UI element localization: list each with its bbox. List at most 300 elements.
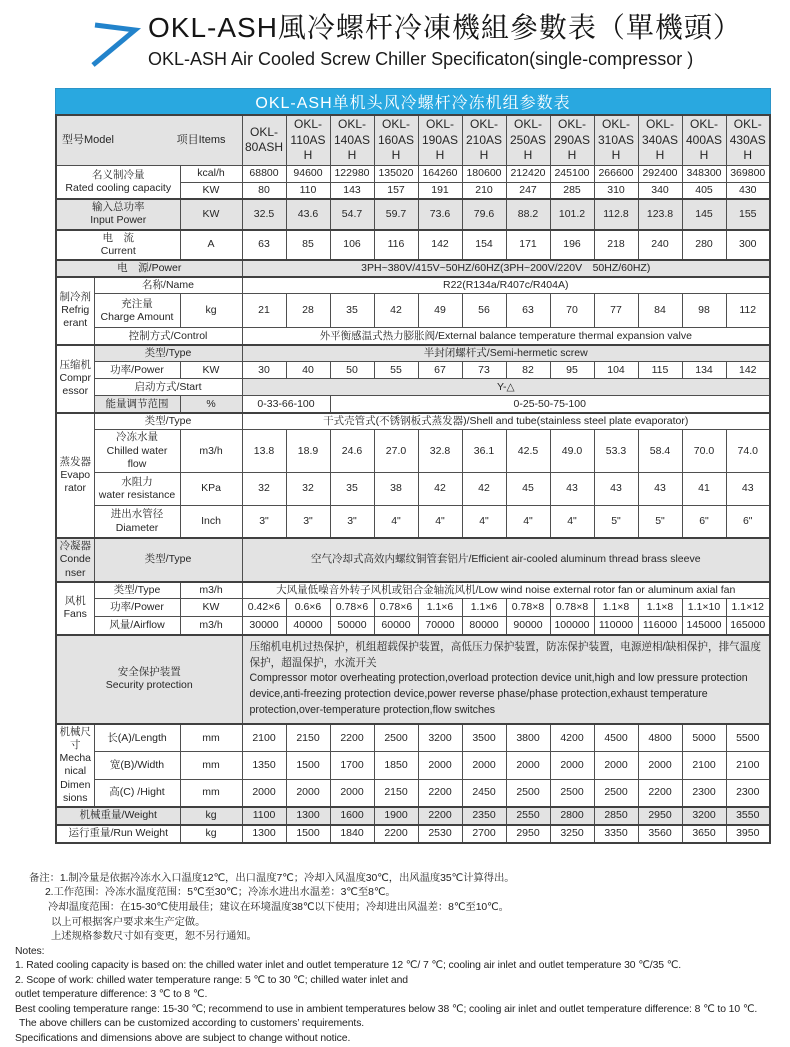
unit-cell: A <box>180 230 242 260</box>
model-header-cell: OKL- 430ASH <box>726 115 770 165</box>
row-label-cell: 电 源/Power <box>56 260 242 277</box>
value-cell: 73.6 <box>418 199 462 229</box>
value-cell: 157 <box>374 182 418 199</box>
row-label-cell: 宽(B)/Width <box>94 752 180 780</box>
value-cell: 59.7 <box>374 199 418 229</box>
value-cell: 干式壳管式(不锈钢板式蒸发器)/Shell and tube(stainless steel plate evaporator) <box>242 413 770 430</box>
value-cell: 2800 <box>550 807 594 825</box>
value-cell: 56 <box>462 294 506 328</box>
note-line: Notes: <box>15 945 45 957</box>
value-cell: 2000 <box>594 752 638 780</box>
table-row <box>56 379 770 396</box>
value-cell: 36.1 <box>462 430 506 472</box>
value-cell: 2500 <box>506 779 550 807</box>
value-cell: 142 <box>726 362 770 379</box>
value-cell: 340 <box>638 182 682 199</box>
value-cell: 70000 <box>418 617 462 635</box>
page-subtitle: OKL-ASH Air Cooled Screw Chiller Specificaton(single-compressor ) <box>148 49 694 69</box>
value-cell: 2550 <box>506 807 550 825</box>
unit-cell: kg <box>180 807 242 825</box>
row-label-cell: 运行重量/Run Weight <box>56 825 180 843</box>
value-cell: 4200 <box>550 724 594 752</box>
value-cell: 134 <box>682 362 726 379</box>
table-row <box>56 396 770 413</box>
value-cell: 40 <box>286 362 330 379</box>
table-row <box>56 825 770 843</box>
unit-cell: mm <box>180 752 242 780</box>
corner-items-label: 项目Items <box>176 133 226 146</box>
value-cell: 50 <box>330 362 374 379</box>
row-label-cell: 蒸发器 Evaporator <box>56 413 94 538</box>
value-cell: 80 <box>242 182 286 199</box>
value-cell: 27.0 <box>374 430 418 472</box>
value-cell: 2450 <box>462 779 506 807</box>
value-cell: 3250 <box>550 825 594 843</box>
value-cell: 35 <box>330 294 374 328</box>
row-label-cell: 功率/Power <box>94 599 180 617</box>
value-cell: 247 <box>506 182 550 199</box>
value-cell: 35 <box>330 472 374 505</box>
value-cell: 115 <box>638 362 682 379</box>
table-row <box>56 807 770 825</box>
table-row <box>56 230 770 260</box>
value-cell: R22(R134a/R407c/R404A) <box>242 277 770 294</box>
unit-cell: KW <box>180 599 242 617</box>
value-cell: 85 <box>286 230 330 260</box>
value-cell: 40000 <box>286 617 330 635</box>
table-row <box>56 345 770 362</box>
value-cell: 1.1×10 <box>682 599 726 617</box>
value-cell: 2000 <box>418 752 462 780</box>
value-cell: 1840 <box>330 825 374 843</box>
model-header-cell: OKL- 290ASH <box>550 115 594 165</box>
value-cell: 110 <box>286 182 330 199</box>
unit-cell: kcal/h <box>180 165 242 182</box>
title-block <box>148 6 742 70</box>
value-cell: 245100 <box>550 165 594 182</box>
model-header-cell: OKL- 310ASH <box>594 115 638 165</box>
value-cell: 2530 <box>418 825 462 843</box>
value-cell: 165000 <box>726 617 770 635</box>
value-cell: 空气冷却式高效内螺纹铜管套铝片/Efficient air-cooled aluminum thread brass sleeve <box>242 538 770 581</box>
value-cell: 90000 <box>506 617 550 635</box>
notes-section <box>15 872 790 1047</box>
value-cell: 32.5 <box>242 199 286 229</box>
value-cell: 3950 <box>726 825 770 843</box>
value-cell: 4" <box>374 505 418 538</box>
value-cell: 3PH~380V/415V~50HZ/60HZ(3PH~200V/220V 50HZ/60HZ) <box>242 260 770 277</box>
row-label-cell: 机械重量/Weight <box>56 807 180 825</box>
note-line: 1. Rated cooling capacity is based on: the chilled water inlet and outlet temperature 12 ℃/ 7 ℃; cooling air inlet and outlet temperature 30 ℃/35 ℃. <box>15 960 682 972</box>
value-cell: 4" <box>418 505 462 538</box>
table-row <box>56 362 770 379</box>
value-cell: 70.0 <box>682 430 726 472</box>
value-cell: 55 <box>374 362 418 379</box>
row-label-cell: 控制方式/Control <box>94 328 242 345</box>
value-cell: 2000 <box>550 752 594 780</box>
value-cell: 98 <box>682 294 726 328</box>
note-line: 冷却温度范围：在15-30℃使用最佳；建议在环境温度38℃以下使用；冷却进出风温差：8℃至10℃。 <box>48 901 509 913</box>
value-cell: 5" <box>594 505 638 538</box>
value-cell: 32.8 <box>418 430 462 472</box>
value-cell: 2000 <box>462 752 506 780</box>
unit-cell: mm <box>180 724 242 752</box>
value-cell: 32 <box>286 472 330 505</box>
table-row <box>56 260 770 277</box>
corner-model-label: 型号Model <box>62 133 114 146</box>
value-cell: 84 <box>638 294 682 328</box>
row-label-cell: 水阻力 water resistance <box>94 472 180 505</box>
value-cell: 1900 <box>374 807 418 825</box>
value-cell: 145 <box>682 199 726 229</box>
value-cell: 2100 <box>242 724 286 752</box>
table-row <box>56 199 770 229</box>
row-label-cell: 类型/Type <box>94 413 242 430</box>
value-cell: 0.78×6 <box>374 599 418 617</box>
row-label-cell: 长(A)/Length <box>94 724 180 752</box>
value-cell: 2150 <box>374 779 418 807</box>
value-cell: 1500 <box>286 752 330 780</box>
note-line: 以上可根据客户要求来生产定做。 <box>51 916 206 928</box>
note-line: outlet temperature difference: 3 ℃ to 8 ℃. <box>15 989 208 1001</box>
value-cell: 112.8 <box>594 199 638 229</box>
table-row <box>56 779 770 807</box>
row-label-cell: 压缩机 Compressor <box>56 345 94 413</box>
value-cell: 196 <box>550 230 594 260</box>
model-header-cell: OKL- 80ASH <box>242 115 286 165</box>
value-cell: 2200 <box>330 724 374 752</box>
value-cell: 1850 <box>374 752 418 780</box>
value-cell: 266600 <box>594 165 638 182</box>
value-cell: 88.2 <box>506 199 550 229</box>
value-cell: 106 <box>330 230 374 260</box>
row-label-cell: 冷冻水量 Chilled water flow <box>94 430 180 472</box>
value-cell: 2950 <box>506 825 550 843</box>
value-cell: 74.0 <box>726 430 770 472</box>
value-cell: 63 <box>242 230 286 260</box>
unit-cell: % <box>180 396 242 413</box>
value-cell: 5500 <box>726 724 770 752</box>
value-cell: 95 <box>550 362 594 379</box>
row-label-cell: 风量/Airflow <box>94 617 180 635</box>
value-cell: 210 <box>462 182 506 199</box>
row-label-cell: 冷凝器 Condenser <box>56 538 94 581</box>
value-cell: 49 <box>418 294 462 328</box>
table-row <box>56 724 770 752</box>
unit-cell: KW <box>180 182 242 199</box>
row-label-cell: 名义制冷量 Rated cooling capacity <box>56 165 180 199</box>
value-cell: 42 <box>462 472 506 505</box>
value-cell: 1.1×12 <box>726 599 770 617</box>
table-row <box>56 165 770 182</box>
value-cell: 369800 <box>726 165 770 182</box>
value-cell: 41 <box>682 472 726 505</box>
value-cell: 43 <box>726 472 770 505</box>
value-cell: 42 <box>374 294 418 328</box>
value-cell: 3500 <box>462 724 506 752</box>
value-cell: 2200 <box>418 807 462 825</box>
model-header-cell: OKL- 190ASH <box>418 115 462 165</box>
table-row <box>56 752 770 780</box>
value-cell: 405 <box>682 182 726 199</box>
value-cell: 50000 <box>330 617 374 635</box>
value-cell: 38 <box>374 472 418 505</box>
row-label-cell: 类型/Type <box>94 582 180 599</box>
value-cell: 1100 <box>242 807 286 825</box>
row-label-cell: 安全保护装置 Security protection <box>56 635 242 724</box>
unit-cell: kg <box>180 825 242 843</box>
value-cell: 43 <box>638 472 682 505</box>
value-cell: 4" <box>506 505 550 538</box>
value-cell: 2100 <box>682 752 726 780</box>
row-label-cell: 制冷剂 Refrigerant <box>56 277 94 345</box>
spec-sheet <box>15 88 771 1047</box>
value-cell: 70 <box>550 294 594 328</box>
spec-table <box>55 114 771 844</box>
row-label-cell: 功率/Power <box>94 362 180 379</box>
value-cell: 2000 <box>242 779 286 807</box>
unit-cell: m3/h <box>180 430 242 472</box>
value-cell: 49.0 <box>550 430 594 472</box>
unit-cell: KPa <box>180 472 242 505</box>
table-title-bar: OKL-ASH单机头风冷螺杆冷冻机组参数表 <box>55 88 771 114</box>
value-cell: 68800 <box>242 165 286 182</box>
value-cell: 45 <box>506 472 550 505</box>
value-cell: 半封闭螺杆式/Semi-hermetic screw <box>242 345 770 362</box>
value-cell: 300 <box>726 230 770 260</box>
value-cell: 32 <box>242 472 286 505</box>
value-cell: 0.78×8 <box>550 599 594 617</box>
value-cell: 94600 <box>286 165 330 182</box>
note-line: 2. Scope of work: chilled water temperature range: 5 ℃ to 30 ℃; chilled water inlet and <box>15 974 408 986</box>
value-cell: 30000 <box>242 617 286 635</box>
model-header-cell: OKL- 160ASH <box>374 115 418 165</box>
model-header-cell: OKL- 110ASH <box>286 115 330 165</box>
table-row <box>56 472 770 505</box>
value-cell: 100000 <box>550 617 594 635</box>
up-right-arrow-icon <box>90 12 142 68</box>
corner-cell <box>56 115 242 165</box>
value-cell: 164260 <box>418 165 462 182</box>
value-cell: 53.3 <box>594 430 638 472</box>
value-cell: 2150 <box>286 724 330 752</box>
value-cell: 1.1×6 <box>462 599 506 617</box>
value-cell: 54.7 <box>330 199 374 229</box>
value-cell: 2500 <box>374 724 418 752</box>
value-cell: 42.5 <box>506 430 550 472</box>
value-cell: 101.2 <box>550 199 594 229</box>
table-row <box>56 635 770 724</box>
value-cell: 1700 <box>330 752 374 780</box>
row-label-cell: 高(C) /Hight <box>94 779 180 807</box>
value-cell: 73 <box>462 362 506 379</box>
note-line: 上述规格参数尺寸如有变更，恕不另行通知。 <box>51 931 257 943</box>
value-cell: 212420 <box>506 165 550 182</box>
value-cell: 0.42×6 <box>242 599 286 617</box>
table-row <box>56 328 770 345</box>
value-cell: 77 <box>594 294 638 328</box>
row-label-cell: 类型/Type <box>94 538 242 581</box>
value-cell: 2350 <box>462 807 506 825</box>
value-cell: 大风量低噪音外转子风机或铝合金轴流风机/Low wind noise external rotor fan or aluminum axial fan <box>242 582 770 599</box>
unit-cell: kg <box>180 294 242 328</box>
brand-header <box>90 6 742 70</box>
unit-cell: m3/h <box>180 582 242 599</box>
value-cell: 60000 <box>374 617 418 635</box>
value-cell: 1.1×8 <box>638 599 682 617</box>
value-cell: 压缩机电机过热保护，机组超载保护装置，高低压力保护装置，防冻保护装置，电源逆相/缺相保护，排气温度保护，超温保护，水流开关 Compressor motor overheating protection,overload protection device unit,high and low pressure protection device,anti-freezing protection device,power reverse phase/phase protection,exhaust temperature protection,over-temperature protection,flow switches <box>242 635 770 724</box>
value-cell: 430 <box>726 182 770 199</box>
value-cell: 122980 <box>330 165 374 182</box>
unit-cell: mm <box>180 779 242 807</box>
value-cell: 116 <box>374 230 418 260</box>
value-cell: 240 <box>638 230 682 260</box>
value-cell: 3650 <box>682 825 726 843</box>
model-header-cell: OKL- 340ASH <box>638 115 682 165</box>
value-cell: 1300 <box>286 807 330 825</box>
table-row <box>56 277 770 294</box>
table-row <box>56 430 770 472</box>
value-cell: 1300 <box>242 825 286 843</box>
row-label-cell: 机械尺寸 Mechanical Dimensions <box>56 724 94 807</box>
value-cell: 6" <box>726 505 770 538</box>
value-cell: 116000 <box>638 617 682 635</box>
value-cell: 24.6 <box>330 430 374 472</box>
value-cell: 3800 <box>506 724 550 752</box>
table-row <box>56 115 770 165</box>
value-cell: 191 <box>418 182 462 199</box>
value-cell: 82 <box>506 362 550 379</box>
unit-cell: m3/h <box>180 617 242 635</box>
value-cell: 3" <box>242 505 286 538</box>
value-cell: 4500 <box>594 724 638 752</box>
value-cell: 145000 <box>682 617 726 635</box>
value-cell: 42 <box>418 472 462 505</box>
value-cell: 143 <box>330 182 374 199</box>
value-cell: 112 <box>726 294 770 328</box>
value-cell: 2300 <box>726 779 770 807</box>
value-cell: 0-25-50-75-100 <box>330 396 770 413</box>
value-cell: 63 <box>506 294 550 328</box>
model-header-cell: OKL- 250ASH <box>506 115 550 165</box>
value-cell: 0.78×8 <box>506 599 550 617</box>
value-cell: 18.9 <box>286 430 330 472</box>
value-cell: 21 <box>242 294 286 328</box>
unit-cell: KW <box>180 199 242 229</box>
value-cell: 218 <box>594 230 638 260</box>
value-cell: 3" <box>330 505 374 538</box>
value-cell: 2200 <box>418 779 462 807</box>
row-label-cell: 电 流 Current <box>56 230 180 260</box>
model-header-cell: OKL- 210ASH <box>462 115 506 165</box>
value-cell: 2000 <box>638 752 682 780</box>
value-cell: 2850 <box>594 807 638 825</box>
value-cell: 43 <box>594 472 638 505</box>
value-cell: 5" <box>638 505 682 538</box>
value-cell: 0.6×6 <box>286 599 330 617</box>
value-cell: 135020 <box>374 165 418 182</box>
model-header-cell: OKL- 400ASH <box>682 115 726 165</box>
value-cell: 1600 <box>330 807 374 825</box>
value-cell: 310 <box>594 182 638 199</box>
value-cell: 104 <box>594 362 638 379</box>
value-cell: Y-△ <box>242 379 770 396</box>
value-cell: 2500 <box>550 779 594 807</box>
value-cell: 2100 <box>726 752 770 780</box>
value-cell: 13.8 <box>242 430 286 472</box>
row-label-cell: 充注量 Charge Amount <box>94 294 180 328</box>
value-cell: 3200 <box>682 807 726 825</box>
table-row <box>56 413 770 430</box>
row-label-cell: 名称/Name <box>94 277 242 294</box>
value-cell: 2300 <box>682 779 726 807</box>
value-cell: 30 <box>242 362 286 379</box>
row-label-cell: 启动方式/Start <box>94 379 242 396</box>
unit-cell: Inch <box>180 505 242 538</box>
value-cell: 3550 <box>726 807 770 825</box>
row-label-cell: 能量调节范围 <box>94 396 180 413</box>
value-cell: 6" <box>682 505 726 538</box>
value-cell: 2000 <box>506 752 550 780</box>
value-cell: 155 <box>726 199 770 229</box>
note-line: The above chillers can be customized according to customers’ requirements. <box>19 1018 365 1030</box>
value-cell: 280 <box>682 230 726 260</box>
value-cell: 285 <box>550 182 594 199</box>
value-cell: 110000 <box>594 617 638 635</box>
value-cell: 4" <box>550 505 594 538</box>
note-line: 2.工作范围：冷冻水温度范围：5℃至30℃；冷冻水进出水温差：3℃至8℃。 <box>45 887 396 899</box>
value-cell: 3560 <box>638 825 682 843</box>
table-row <box>56 599 770 617</box>
value-cell: 1.1×8 <box>594 599 638 617</box>
value-cell: 292400 <box>638 165 682 182</box>
value-cell: 3350 <box>594 825 638 843</box>
table-row <box>56 538 770 581</box>
value-cell: 1500 <box>286 825 330 843</box>
value-cell: 154 <box>462 230 506 260</box>
row-label-cell: 类型/Type <box>94 345 242 362</box>
model-header-cell: OKL- 140ASH <box>330 115 374 165</box>
value-cell: 2000 <box>330 779 374 807</box>
unit-cell: KW <box>180 362 242 379</box>
value-cell: 2950 <box>638 807 682 825</box>
value-cell: 4" <box>462 505 506 538</box>
value-cell: 28 <box>286 294 330 328</box>
value-cell: 43.6 <box>286 199 330 229</box>
value-cell: 2200 <box>374 825 418 843</box>
value-cell: 123.8 <box>638 199 682 229</box>
value-cell: 58.4 <box>638 430 682 472</box>
page-title: OKL-ASH風冷螺杆冷凍機組參數表（單機頭） <box>148 12 742 43</box>
value-cell: 67 <box>418 362 462 379</box>
value-cell: 外平衡感温式热力膨胀阀/External balance temperature thermal expansion valve <box>242 328 770 345</box>
note-line: Best cooling temperature range: 15-30 ℃; recommend to use in ambient temperatures below 38 ℃; cooling air inlet and outlet temperature difference: 8 ℃ to 10 ℃. <box>15 1003 758 1015</box>
value-cell: 80000 <box>462 617 506 635</box>
value-cell: 171 <box>506 230 550 260</box>
note-line: 备注：1.制冷量是依据冷冻水入口温度12℃，出口温度7℃；冷却入风温度30℃，出风温度35℃计算得出。 <box>29 872 515 884</box>
value-cell: 2200 <box>638 779 682 807</box>
value-cell: 5000 <box>682 724 726 752</box>
value-cell: 2700 <box>462 825 506 843</box>
value-cell: 142 <box>418 230 462 260</box>
table-row <box>56 582 770 599</box>
value-cell: 4800 <box>638 724 682 752</box>
value-cell: 0.78×6 <box>330 599 374 617</box>
value-cell: 2500 <box>594 779 638 807</box>
value-cell: 180600 <box>462 165 506 182</box>
row-label-cell: 进出水管径 Diameter <box>94 505 180 538</box>
value-cell: 3200 <box>418 724 462 752</box>
